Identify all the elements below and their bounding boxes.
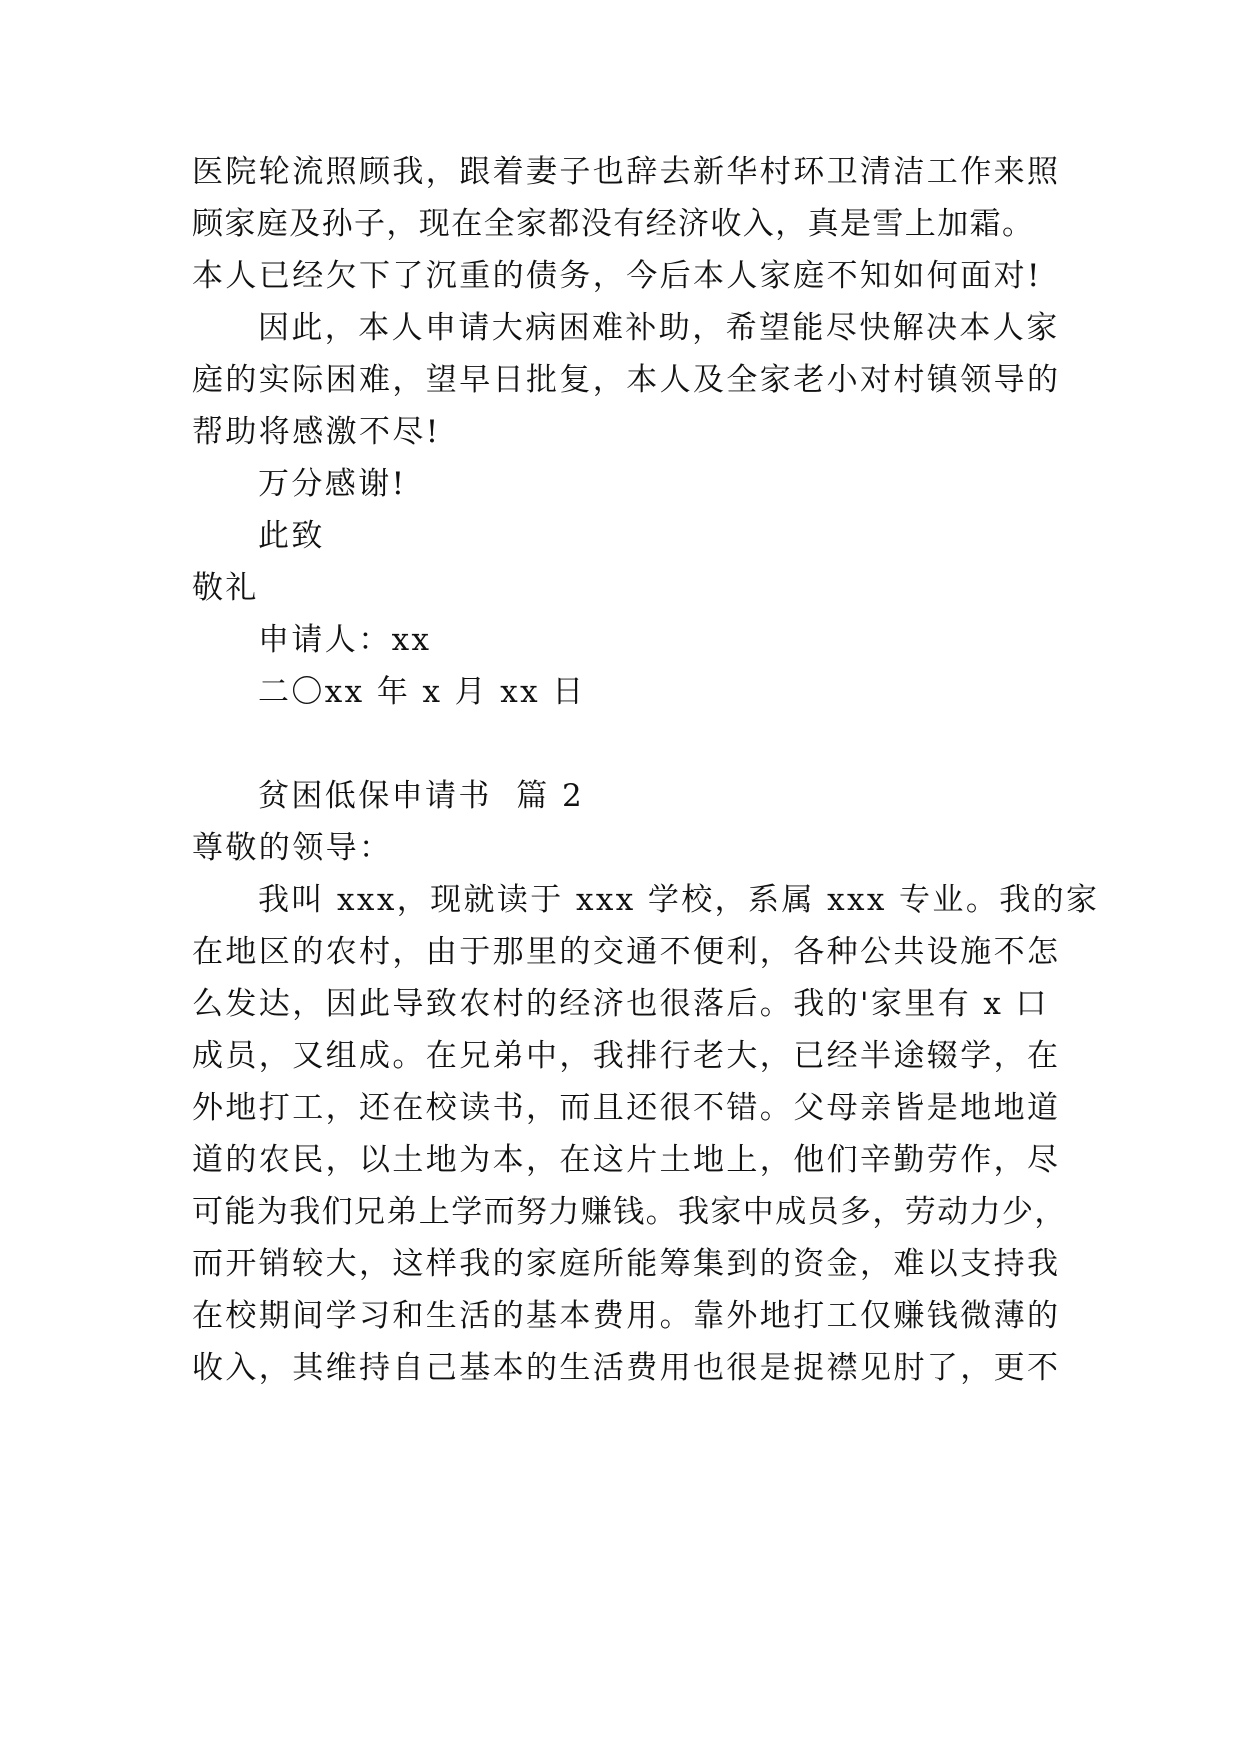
body-line: 收入，其维持自己基本的生活费用也很是捉襟见肘了，更不 [192,1350,1061,1386]
closing-line: 此致 [258,518,325,554]
body-line: 庭的实际困难，望早日批复，本人及全家老小对村镇领导的 [192,362,1061,398]
body-line: 医院轮流照顾我，跟着妻子也辞去新华村环卫清洁工作来照 [192,154,1061,190]
body-line: 外地打工，还在校读书，而且还很不错。父母亲皆是地地道 [192,1090,1061,1126]
body-line: 本人已经欠下了沉重的债务，今后本人家庭不知如何面对! [192,258,1042,294]
paragraph-first-line: 因此，本人申请大病困难补助，希望能尽快解决本人家 [258,310,1060,346]
section-heading: 贫困低保申请书 篇 2 [258,778,585,814]
date-line: 二〇xx 年 x 月 xx 日 [258,674,586,710]
body-line: 可能为我们兄弟上学而努力赚钱。我家中成员多，劳动力少， [192,1194,1067,1230]
body-line: 帮助将感激不尽! [192,414,441,450]
thanks-line: 万分感谢! [258,466,407,502]
body-line: 顾家庭及孙子，现在全家都没有经济收入，真是雪上加霜。 [192,206,1035,242]
body-line: 而开销较大，这样我的家庭所能筹集到的资金，难以支持我 [192,1246,1061,1282]
paragraph-first-line: 我叫 xxx，现就读于 xxx 学校，系属 xxx 专业。我的家 [258,882,1100,918]
body-line: 么发达，因此导致农村的经济也很落后。我的'家里有 x 口 [192,986,1049,1022]
body-line: 在校期间学习和生活的基本费用。靠外地打工仅赚钱微薄的 [192,1298,1061,1334]
body-line: 道的农民，以土地为本，在这片土地上，他们辛勤劳作，尽 [192,1142,1061,1178]
body-line: 在地区的农村，由于那里的交通不便利，各种公共设施不怎 [192,934,1061,970]
closing-regards: 敬礼 [192,570,259,606]
salutation: 尊敬的领导： [192,830,393,866]
applicant-signature: 申请人：xx [258,622,432,658]
body-line: 成员，又组成。在兄弟中，我排行老大，已经半途辍学，在 [192,1038,1061,1074]
